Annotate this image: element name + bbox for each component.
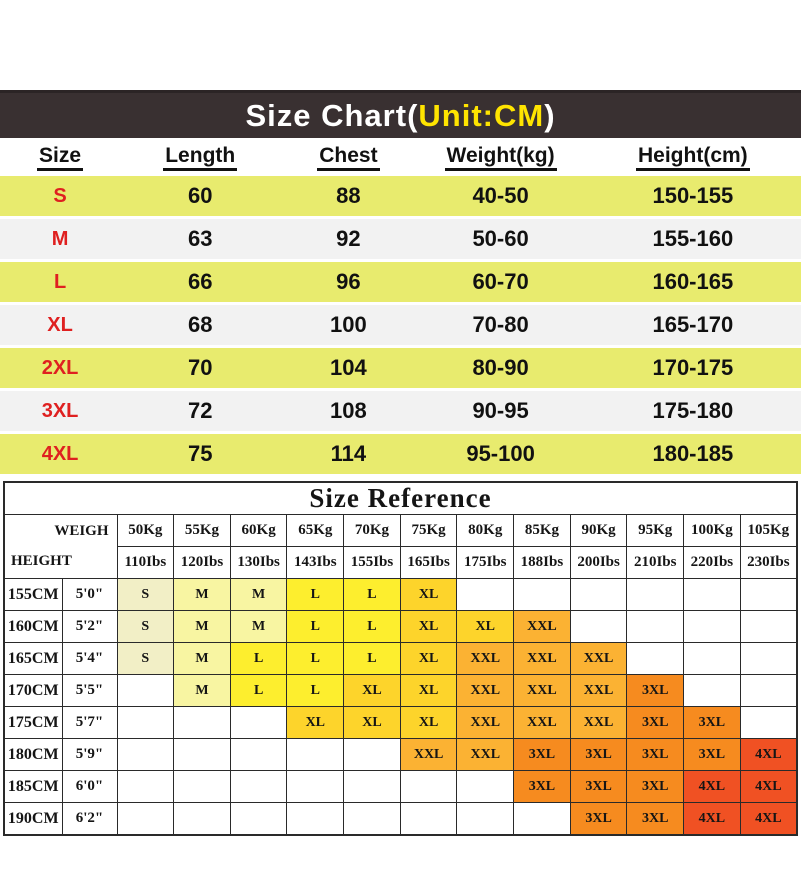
size-cell: M [230, 579, 287, 611]
size-cell: XL [457, 611, 514, 643]
height-cm-label: 170CM [4, 675, 62, 707]
weight-lbs-header: 200Ibs [570, 547, 627, 579]
size-cell: S [117, 611, 174, 643]
height-row-180cm [4, 739, 797, 771]
column-header-length [120, 138, 280, 175]
value-cell: 70 [120, 347, 280, 390]
column-header-label: Size [37, 144, 83, 171]
height-ft-label: 5'9" [62, 739, 117, 771]
empty-cell [230, 707, 287, 739]
size-cell: XXL [514, 707, 571, 739]
size-cell: XXL [570, 707, 627, 739]
value-cell: 150-155 [585, 175, 801, 218]
weight-lbs-header: 175Ibs [457, 547, 514, 579]
size-cell: XL [400, 707, 457, 739]
size-cell: XXL [457, 739, 514, 771]
weight-lbs-header: 155Ibs [344, 547, 401, 579]
size-cell: XXL [457, 643, 514, 675]
weight-kg-header: 95Kg [627, 515, 684, 547]
empty-cell [570, 579, 627, 611]
size-cell: 3XL [627, 803, 684, 836]
size-cell: M [174, 611, 231, 643]
size-row-4xl [0, 433, 801, 476]
size-cell: S [117, 643, 174, 675]
weight-lbs-header: 188Ibs [514, 547, 571, 579]
value-cell: 104 [280, 347, 416, 390]
size-cell: S [117, 579, 174, 611]
weight-lbs-header: 120Ibs [174, 547, 231, 579]
title-prefix: Size Chart( [245, 97, 419, 133]
value-cell: 96 [280, 261, 416, 304]
height-row-160cm [4, 611, 797, 643]
empty-cell [117, 739, 174, 771]
size-cell: XL [344, 707, 401, 739]
empty-cell [230, 803, 287, 836]
empty-cell [684, 643, 741, 675]
value-cell: 40-50 [416, 175, 584, 218]
size-cell: XL [344, 675, 401, 707]
column-header-heightcm [585, 138, 801, 175]
size-label: 4XL [0, 433, 120, 476]
size-row-xl [0, 304, 801, 347]
value-cell: 72 [120, 390, 280, 433]
empty-cell [740, 707, 797, 739]
empty-cell [230, 771, 287, 803]
empty-cell [740, 675, 797, 707]
height-ft-label: 5'7" [62, 707, 117, 739]
size-row-s [0, 175, 801, 218]
weight-kg-header: 75Kg [400, 515, 457, 547]
empty-cell [117, 675, 174, 707]
value-cell: 114 [280, 433, 416, 476]
size-label: XL [0, 304, 120, 347]
size-cell: 3XL [684, 739, 741, 771]
empty-cell [287, 771, 344, 803]
size-cell: L [344, 643, 401, 675]
height-cm-label: 165CM [4, 643, 62, 675]
column-header-label: Height(cm) [636, 144, 750, 171]
empty-cell [117, 771, 174, 803]
empty-cell [457, 579, 514, 611]
size-cell: XXL [570, 643, 627, 675]
size-reference-table [3, 481, 798, 836]
size-label: L [0, 261, 120, 304]
size-cell: 4XL [684, 803, 741, 836]
size-cell: XL [400, 611, 457, 643]
value-cell: 66 [120, 261, 280, 304]
size-cell: L [344, 611, 401, 643]
empty-cell [400, 803, 457, 836]
size-cell: XL [400, 579, 457, 611]
size-reference-title: Size Reference [4, 482, 797, 515]
column-header-weightkg [416, 138, 584, 175]
weight-kg-header: 50Kg [117, 515, 174, 547]
height-row-175cm [4, 707, 797, 739]
size-cell: XXL [514, 675, 571, 707]
empty-cell [740, 643, 797, 675]
weight-lbs-header-row [4, 547, 797, 579]
height-ft-label: 5'0" [62, 579, 117, 611]
height-ft-label: 5'5" [62, 675, 117, 707]
height-row-170cm [4, 675, 797, 707]
height-row-190cm [4, 803, 797, 836]
height-ft-label: 6'0" [62, 771, 117, 803]
height-cm-label: 160CM [4, 611, 62, 643]
empty-cell [684, 675, 741, 707]
column-header-chest [280, 138, 416, 175]
value-cell: 70-80 [416, 304, 584, 347]
empty-cell [174, 707, 231, 739]
value-cell: 80-90 [416, 347, 584, 390]
height-cm-label: 190CM [4, 803, 62, 836]
empty-cell [740, 579, 797, 611]
size-row-3xl [0, 390, 801, 433]
size-row-m [0, 218, 801, 261]
value-cell: 108 [280, 390, 416, 433]
weight-lbs-header: 110Ibs [117, 547, 174, 579]
weight-lbs-header: 143Ibs [287, 547, 344, 579]
value-cell: 63 [120, 218, 280, 261]
corner-weight-label: WEIGH [54, 523, 109, 539]
empty-cell [627, 611, 684, 643]
size-chart-image [0, 90, 801, 891]
weight-lbs-header: 230Ibs [740, 547, 797, 579]
empty-cell [174, 739, 231, 771]
height-row-185cm [4, 771, 797, 803]
size-cell: XXL [514, 643, 571, 675]
size-cell: 4XL [740, 771, 797, 803]
value-cell: 68 [120, 304, 280, 347]
value-cell: 60-70 [416, 261, 584, 304]
size-cell: XL [287, 707, 344, 739]
height-ft-label: 5'2" [62, 611, 117, 643]
empty-cell [400, 771, 457, 803]
empty-cell [344, 803, 401, 836]
empty-cell [457, 771, 514, 803]
weight-kg-header: 55Kg [174, 515, 231, 547]
value-cell: 50-60 [416, 218, 584, 261]
empty-cell [740, 611, 797, 643]
size-cell: L [344, 579, 401, 611]
weight-lbs-header: 220Ibs [684, 547, 741, 579]
value-cell: 170-175 [585, 347, 801, 390]
size-cell: M [174, 579, 231, 611]
size-cell: 3XL [514, 739, 571, 771]
size-label: 3XL [0, 390, 120, 433]
height-cm-label: 175CM [4, 707, 62, 739]
height-cm-label: 185CM [4, 771, 62, 803]
height-weight-corner-cell [4, 515, 117, 579]
size-cell: L [287, 579, 344, 611]
size-reference-title-row [4, 482, 797, 515]
size-cell: M [230, 611, 287, 643]
weight-kg-header-row [4, 515, 797, 547]
value-cell: 175-180 [585, 390, 801, 433]
value-cell: 75 [120, 433, 280, 476]
empty-cell [344, 771, 401, 803]
weight-kg-header: 60Kg [230, 515, 287, 547]
height-row-165cm [4, 643, 797, 675]
weight-kg-header: 65Kg [287, 515, 344, 547]
size-chart-table [0, 138, 801, 476]
size-cell: 3XL [514, 771, 571, 803]
size-cell: 3XL [570, 739, 627, 771]
size-cell: 4XL [740, 803, 797, 836]
size-cell: 3XL [570, 771, 627, 803]
size-cell: 4XL [684, 771, 741, 803]
empty-cell [174, 771, 231, 803]
empty-cell [174, 803, 231, 836]
weight-kg-header: 70Kg [344, 515, 401, 547]
empty-cell [287, 803, 344, 836]
size-cell: XL [400, 675, 457, 707]
empty-cell [684, 611, 741, 643]
size-cell: XXL [400, 739, 457, 771]
value-cell: 92 [280, 218, 416, 261]
value-cell: 95-100 [416, 433, 584, 476]
empty-cell [570, 611, 627, 643]
size-cell: L [287, 675, 344, 707]
height-cm-label: 180CM [4, 739, 62, 771]
empty-cell [514, 579, 571, 611]
height-row-155cm [4, 579, 797, 611]
empty-cell [514, 803, 571, 836]
size-cell: L [230, 643, 287, 675]
weight-kg-header: 105Kg [740, 515, 797, 547]
size-cell: L [287, 643, 344, 675]
size-cell: XL [400, 643, 457, 675]
title-unit: Unit:CM [418, 97, 545, 133]
size-cell: XXL [457, 675, 514, 707]
height-cm-label: 155CM [4, 579, 62, 611]
value-cell: 165-170 [585, 304, 801, 347]
size-label: M [0, 218, 120, 261]
size-cell: M [174, 643, 231, 675]
size-row-l [0, 261, 801, 304]
empty-cell [344, 739, 401, 771]
size-cell: XXL [570, 675, 627, 707]
empty-cell [117, 803, 174, 836]
size-cell: 3XL [627, 707, 684, 739]
weight-lbs-header: 210Ibs [627, 547, 684, 579]
value-cell: 88 [280, 175, 416, 218]
value-cell: 160-165 [585, 261, 801, 304]
size-cell: 3XL [684, 707, 741, 739]
size-cell: L [287, 611, 344, 643]
value-cell: 90-95 [416, 390, 584, 433]
weight-lbs-header: 165Ibs [400, 547, 457, 579]
weight-lbs-header: 130Ibs [230, 547, 287, 579]
height-ft-label: 5'4" [62, 643, 117, 675]
size-cell: 3XL [627, 739, 684, 771]
weight-kg-header: 90Kg [570, 515, 627, 547]
empty-cell [627, 643, 684, 675]
size-cell: 3XL [570, 803, 627, 836]
weight-kg-header: 85Kg [514, 515, 571, 547]
weight-kg-header: 100Kg [684, 515, 741, 547]
size-cell: XXL [514, 611, 571, 643]
column-header-label: Length [163, 144, 237, 171]
weight-kg-header: 80Kg [457, 515, 514, 547]
column-header-label: Weight(kg) [445, 144, 557, 171]
column-header-label: Chest [317, 144, 379, 171]
size-row-2xl [0, 347, 801, 390]
corner-height-label: HEIGHT [11, 553, 72, 569]
empty-cell [230, 739, 287, 771]
size-cell: M [174, 675, 231, 707]
value-cell: 155-160 [585, 218, 801, 261]
height-ft-label: 6'2" [62, 803, 117, 836]
empty-cell [287, 739, 344, 771]
value-cell: 180-185 [585, 433, 801, 476]
empty-cell [457, 803, 514, 836]
empty-cell [627, 579, 684, 611]
title-suffix: ) [544, 97, 556, 133]
size-cell: 3XL [627, 771, 684, 803]
size-chart-title-bar [0, 90, 801, 138]
size-cell: XXL [457, 707, 514, 739]
value-cell: 100 [280, 304, 416, 347]
size-chart-header-row [0, 138, 801, 175]
empty-cell [117, 707, 174, 739]
size-label: S [0, 175, 120, 218]
value-cell: 60 [120, 175, 280, 218]
column-header-size [0, 138, 120, 175]
size-cell: L [230, 675, 287, 707]
size-cell: 4XL [740, 739, 797, 771]
size-label: 2XL [0, 347, 120, 390]
empty-cell [684, 579, 741, 611]
size-cell: 3XL [627, 675, 684, 707]
